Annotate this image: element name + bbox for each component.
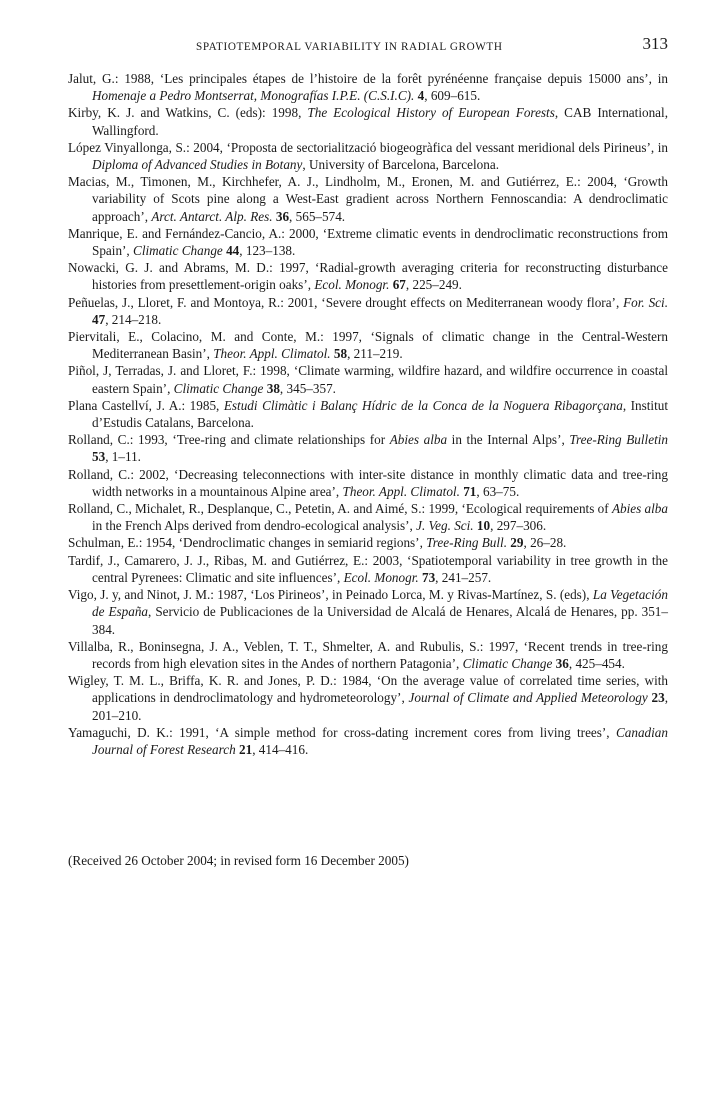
reference-text: , 609–615.	[424, 88, 481, 104]
reference-text: , 214–218.	[105, 311, 162, 327]
reference-text: , 63–75.	[476, 483, 520, 499]
reference-entry	[68, 225, 668, 259]
reference-volume: 44	[226, 243, 240, 259]
reference-entry	[68, 139, 668, 173]
reference-text: , 297–306.	[490, 518, 547, 534]
reference-volume: 36	[555, 655, 569, 671]
reference-volume: 10	[476, 518, 491, 534]
reference-entry	[68, 672, 668, 724]
reference-entry	[68, 724, 668, 758]
reference-volume: 38	[266, 380, 280, 396]
reference-volume: 67	[392, 277, 406, 293]
reference-text: Rolland, C., Michalet, R., Desplanque, C., Petetin, A. and Aimé, S.: 1999, ‘Ecological requirements of	[68, 501, 612, 517]
reference-text: Schulman, E.: 1954, ‘Dendroclimatic changes in semiarid regions’,	[68, 535, 427, 551]
reference-italic-text: La Vegetación de España	[92, 587, 668, 620]
reference-text: , 1–11.	[105, 449, 141, 465]
reference-text: , 565–574.	[289, 208, 346, 224]
reference-italic-text: Abies alba	[389, 432, 448, 448]
reference-entry	[68, 638, 668, 672]
reference-volume: 21	[239, 741, 253, 757]
reference-italic-text: Canadian Journal of Forest Research	[92, 724, 668, 757]
reference-volume: 36	[275, 208, 290, 224]
reference-text: Kirby, K. J. and Watkins, C. (eds): 1998,	[68, 105, 308, 121]
reference-italic-text: Arct. Antarct. Alp. Res.	[151, 208, 273, 224]
reference-italic-text: Tree-Ring Bull.	[426, 535, 507, 551]
reference-italic-text: For. Sci.	[623, 294, 668, 310]
page-number: 313	[642, 34, 668, 53]
running-head	[68, 34, 668, 58]
reference-volume: 4	[417, 88, 425, 104]
reference-volume: 71	[463, 483, 477, 499]
reference-text: , 26–28.	[523, 535, 567, 551]
reference-italic-text: Ecol. Monogr.	[314, 277, 390, 293]
reference-italic-text: Theor. Appl. Climatol.	[213, 346, 331, 362]
reference-text: Villalba, R., Boninsegna, J. A., Veblen, T. T., Shmelter, A. and Rubulis, S.: 1997, ‘Recent trends in tree-ring records from high elevation sites in the Andes of northern Patagonia’,	[68, 638, 668, 671]
reference-entry	[68, 397, 668, 431]
reference-text: , 425–454.	[568, 655, 625, 671]
reference-text: , CAB International, Wallingford.	[92, 105, 668, 138]
reference-italic-text: Journal of Climate and Applied Meteorology	[408, 690, 648, 706]
reference-text: Piñol, J, Terradas, J. and Lloret, F.: 1998, ‘Climate warming, wildfire hazard, and wildfire occurrence in coastal eastern Spain’,	[68, 363, 668, 396]
reference-text: Wigley, T. M. L., Briffa, K. R. and Jones, P. D.: 1984, ‘On the average value of correlated time series, with applications in dendroclimatology and hydrometeorology’,	[68, 673, 668, 706]
reference-italic-text: Tree-Ring Bulletin	[569, 432, 668, 448]
reference-volume: 29	[510, 535, 524, 551]
reference-italic-text: Climatic Change	[462, 655, 553, 671]
reference-entry	[68, 328, 668, 362]
reference-volume: 73	[421, 569, 436, 585]
reference-text: Vigo, J. y, and Ninot, J. M.: 1987, ‘Los Pirineos’, in Peinado Lorca, M. y Rivas-Martínez, S. (eds),	[68, 587, 593, 603]
reference-entry	[68, 431, 668, 465]
reference-entry	[68, 104, 668, 138]
reference-entry	[68, 534, 668, 551]
reference-text: , Institut d’Estudis Catalans, Barcelona.	[92, 397, 668, 431]
reference-text: , 345–357.	[279, 380, 336, 396]
reference-text: , 123–138.	[239, 243, 296, 259]
reference-text: Plana Castellví, J. A.: 1985,	[68, 397, 224, 413]
reference-text: Peñuelas, J., Lloret, F. and Montoya, R.: 2001, ‘Severe drought effects on Mediterranean woody flora’,	[68, 294, 624, 310]
reference-entry	[68, 466, 668, 500]
reference-entry	[68, 70, 668, 104]
received-note: (Received 26 October 2004; in revised form 16 December 2005)	[68, 853, 409, 868]
reference-volume: 53	[92, 449, 106, 465]
reference-italic-text: Ecol. Monogr.	[343, 569, 419, 585]
reference-volume: 47	[92, 311, 106, 327]
reference-text: López Vinyallonga, S.: 2004, ‘Proposta de sectorialització biogeogràfica del vessant meridional dels Pirineus’, in	[68, 139, 668, 155]
reference-italic-text: Theor. Appl. Climatol.	[342, 483, 460, 499]
reference-text: , 201–210.	[92, 690, 668, 723]
reference-text: Piervitali, E., Colacino, M. and Conte, M.: 1997, ‘Signals of climatic change in the Central-Western Mediterranean Basin’,	[68, 329, 668, 362]
reference-volume: 23	[651, 690, 665, 706]
reference-text: Tardif, J., Camarero, J. J., Ribas, M. and Gutiérrez, E.: 2003, ‘Spatiotemporal variability in tree growth in the central Pyrenees: Climatic and site influences’,	[68, 552, 668, 585]
reference-text: , 225–249.	[405, 277, 462, 293]
reference-entry	[68, 362, 668, 396]
reference-entry	[68, 259, 668, 293]
reference-italic-text: Climatic Change	[133, 243, 223, 259]
reference-text: Jalut, G.: 1988, ‘Les principales étapes de l’histoire de la forêt pyrénéenne française depuis 15000 ans’, in	[68, 71, 668, 86]
reference-text: Rolland, C.: 2002, ‘Decreasing teleconnections with inter-site distance in monthly climatic data and tree-ring width networks in a mountainous Alpine area’,	[68, 466, 668, 499]
reference-entry	[68, 586, 668, 638]
reference-text: Macias, M., Timonen, M., Kirchhefer, A. J., Lindholm, M., Eronen, M. and Gutiérrez, E.: 2004, ‘Growth variability of Scots pine along a West-East gradient across Northern Fennoscandia: A dendroclimatic approach’,	[68, 174, 668, 224]
reference-text: Rolland, C.: 1993, ‘Tree-ring and climate relationships for	[68, 432, 390, 448]
reference-text: in the French Alps derived from dendro-ecological analysis’,	[92, 518, 417, 534]
reference-italic-text: Estudi Climàtic i Balanç Hídric de la Conca de la Noguera Ribagorçana	[223, 397, 623, 413]
reference-italic-text: Climatic Change	[173, 380, 264, 396]
reference-text: , 414–416.	[252, 741, 309, 757]
reference-text: , Servicio de Publicaciones de la Universidad de Alcalá de Henares, Alcalá de Henares, pp. 351–384.	[92, 604, 668, 637]
reference-text: Nowacki, G. J. and Abrams, M. D.: 1997, ‘Radial-growth averaging criteria for reconstructing disturbance histories from presettlement-origin oaks’,	[68, 260, 668, 293]
reference-text: , 241–257.	[435, 569, 492, 585]
reference-italic-text: The Ecological History of European Forests	[307, 105, 555, 121]
reference-list	[68, 70, 668, 758]
reference-text: , 211–219.	[347, 346, 403, 362]
reference-italic-text: Diploma of Advanced Studies in Botany	[92, 157, 303, 173]
reference-entry	[68, 294, 668, 328]
reference-italic-text: Abies alba	[611, 501, 668, 517]
reference-volume: 58	[333, 346, 348, 362]
reference-text: in the Internal Alps’,	[447, 432, 570, 448]
reference-italic-text: Homenaje a Pedro Montserrat, Monografías I.P.E. (C.S.I.C).	[92, 88, 415, 104]
reference-entry	[68, 173, 668, 225]
reference-text: , University of Barcelona, Barcelona.	[302, 157, 499, 173]
reference-entry	[68, 500, 668, 534]
reference-text: Yamaguchi, D. K.: 1991, ‘A simple method for cross-dating increment cores from living trees’,	[68, 724, 616, 740]
reference-italic-text: J. Veg. Sci.	[416, 518, 474, 534]
reference-text: Manrique, E. and Fernández-Cancio, A.: 2000, ‘Extreme climatic events in dendroclimatic reconstructions from Spain’,	[68, 225, 668, 259]
running-title: SPATIOTEMPORAL VARIABILITY IN RADIAL GROWTH	[196, 41, 503, 53]
reference-entry	[68, 552, 668, 586]
